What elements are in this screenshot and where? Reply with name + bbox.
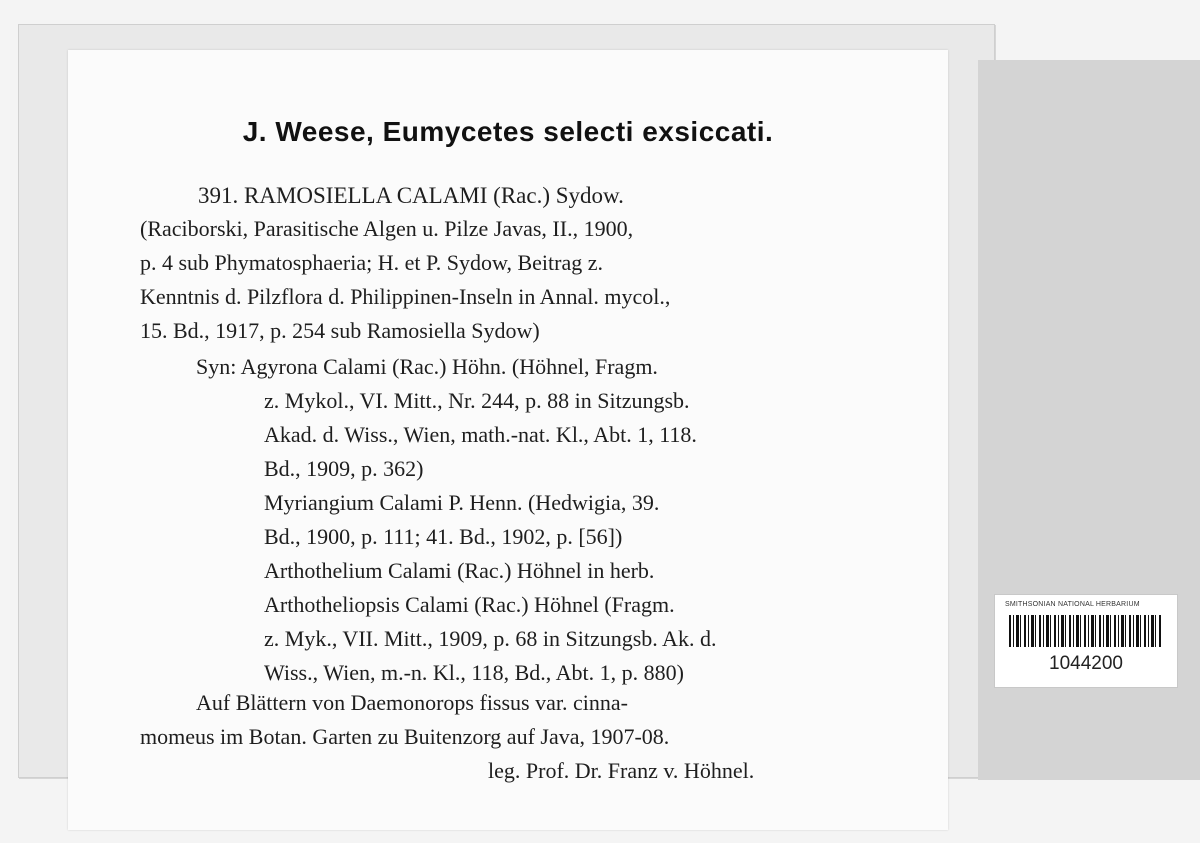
citation-line: (Raciborski, Parasitische Algen u. Pilze Javas, II., 1900, (140, 216, 634, 241)
synonym-line: Wiss., Wien, m.-n. Kl., 118, Bd., Abt. 1, p. 880) (264, 660, 684, 685)
barcode-label (994, 594, 1178, 688)
synonym-line: Myriangium Calami P. Henn. (Hedwigia, 39. (264, 490, 660, 515)
locality-line: Auf Blättern von Daemonorops fissus var. cinna- (196, 690, 628, 715)
barcode-number: 1044200 (1049, 653, 1123, 674)
specimen-label (68, 50, 948, 830)
synonym-line: z. Myk., VII. Mitt., 1909, p. 68 in Sitzungsb. Ak. d. (264, 626, 717, 651)
species-heading: 391. RAMOSIELLA CALAMI (Rac.) Sydow. (198, 183, 624, 208)
collector-line: leg. Prof. Dr. Franz v. Höhnel. (488, 758, 755, 783)
synonym-line: z. Mykol., VI. Mitt., Nr. 244, p. 88 in Sitzungsb. (264, 388, 690, 413)
synonym-line: Akad. d. Wiss., Wien, math.-nat. Kl., Abt. 1, 118. (264, 422, 697, 447)
citation-line: 15. Bd., 1917, p. 254 sub Ramosiella Sydow) (140, 318, 540, 343)
label-title: J. Weese, Eumycetes selecti exsiccati. (242, 116, 774, 147)
citation-line: Kenntnis d. Pilzflora d. Philippinen-Inseln in Annal. mycol., (140, 284, 671, 309)
synonym-line: Arthothelium Calami (Rac.) Höhnel in herb. (264, 558, 655, 583)
synonym-line: Syn: Agyrona Calami (Rac.) Höhn. (Höhnel, Fragm. (196, 354, 658, 379)
citation-line: p. 4 sub Phymatosphaeria; H. et P. Sydow, Beitrag z. (140, 250, 603, 275)
synonym-line: Bd., 1909, p. 362) (264, 456, 424, 481)
synonym-line: Bd., 1900, p. 111; 41. Bd., 1902, p. [56]) (264, 524, 623, 549)
barcode-institution: SMITHSONIAN NATIONAL HERBARIUM (1005, 601, 1140, 608)
locality-line: momeus im Botan. Garten zu Buitenzorg auf Java, 1907-08. (140, 724, 670, 749)
synonym-line: Arthotheliopsis Calami (Rac.) Höhnel (Fragm. (264, 592, 675, 617)
barcode-icon (1009, 615, 1163, 647)
